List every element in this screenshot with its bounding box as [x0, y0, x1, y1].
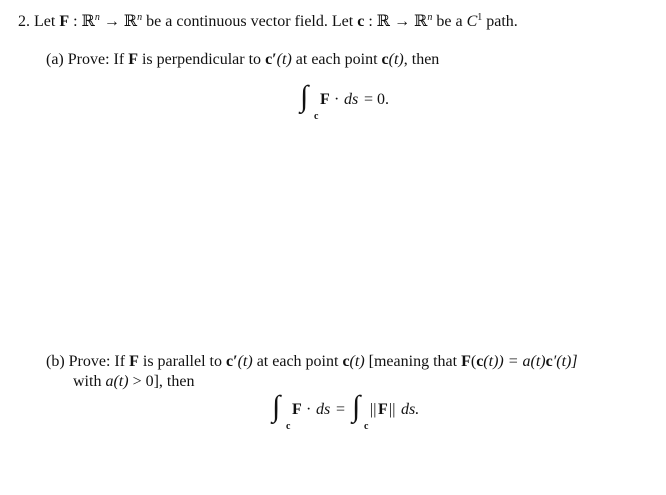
norm-open: || [370, 401, 377, 418]
integral-subscript-c: c [286, 421, 291, 432]
symbol-c-prime: c′ [265, 51, 277, 68]
dot-symbol: · [334, 91, 340, 108]
symbol-c: c [476, 353, 484, 370]
symbol-t-equals: (t)) = [483, 353, 519, 370]
symbol-F: F [320, 91, 330, 108]
equation-b [272, 392, 442, 434]
part-a-label: (a) [46, 51, 64, 68]
symbol-R: ℝ [123, 13, 138, 30]
text-parallel: is parallel to [142, 353, 222, 370]
integral-symbol: ∫ [272, 390, 281, 423]
text-greater-than-zero-then: > 0], then [132, 373, 195, 390]
symbol-F: F [461, 353, 471, 370]
equals-symbol: = [336, 401, 346, 418]
part-b-label: (b) [46, 353, 65, 370]
symbol-F: F [128, 51, 138, 68]
symbol-R: ℝ [81, 13, 95, 30]
symbol-c: c [357, 13, 365, 30]
symbol-t: (t) [349, 353, 365, 370]
text-meaning-that: [meaning that [368, 353, 458, 370]
symbol-a-t: a(t) [105, 373, 129, 390]
symbol-colon: : [73, 13, 78, 30]
text-be-a: be a [436, 13, 463, 30]
symbol-F: F [292, 401, 302, 418]
text-vector-field: be a continuous vector field. Let [146, 13, 354, 30]
symbol-a-t: a(t) [522, 353, 546, 370]
text-prove-if: Prove: If [68, 353, 126, 370]
part-b-statement-line2 [73, 372, 194, 392]
equation-a [300, 82, 420, 122]
norm-close: || [389, 401, 396, 418]
text-path: path. [486, 13, 518, 30]
symbol-ds: ds [316, 401, 331, 418]
paren-open: ( [470, 353, 477, 370]
text-with: with [73, 373, 102, 390]
symbol-prime-t: ′(t)] [552, 353, 578, 370]
symbol-ds: ds. [401, 401, 420, 418]
symbol-t: (t) [237, 353, 253, 370]
equals-zero: = 0. [364, 91, 390, 108]
text-let: Let [34, 13, 56, 30]
text-at-each-point: at each point [295, 51, 378, 68]
symbol-c-prime: c′ [225, 353, 238, 370]
arrow-symbol: → [394, 13, 411, 30]
symbol-ds: ds [344, 91, 359, 108]
text-at-each-point: at each point [256, 353, 339, 370]
symbol-c: c [545, 353, 553, 370]
symbol-F: F [59, 13, 70, 30]
dot-symbol: · [306, 401, 312, 418]
text-prove-if: Prove: If [67, 51, 125, 68]
integral-subscript-c: c [314, 111, 319, 122]
superscript-n: n [137, 12, 143, 23]
symbol-C: C [466, 13, 478, 30]
text-then: , then [403, 51, 440, 68]
symbol-F: F [378, 401, 388, 418]
integral-subscript-c: c [364, 421, 369, 432]
symbol-t: (t) [388, 51, 404, 68]
symbol-F: F [129, 353, 139, 370]
superscript-n: n [94, 12, 100, 23]
symbol-c: c [381, 51, 389, 68]
part-a-statement [46, 50, 439, 70]
problem-statement [18, 12, 518, 32]
arrow-symbol: → [103, 13, 120, 30]
integral-symbol: ∫ [300, 80, 309, 113]
text-perpendicular: is perpendicular to [141, 51, 262, 68]
symbol-R: ℝ [414, 13, 428, 30]
superscript-n: n [427, 12, 433, 23]
integral-symbol: ∫ [352, 390, 361, 423]
part-b-statement [46, 352, 578, 372]
symbol-t: (t) [276, 51, 292, 68]
problem-number: 2. [18, 13, 30, 30]
superscript-1: 1 [477, 12, 483, 23]
symbol-R: ℝ [376, 13, 391, 30]
symbol-colon: : [368, 13, 373, 30]
symbol-c: c [342, 353, 350, 370]
